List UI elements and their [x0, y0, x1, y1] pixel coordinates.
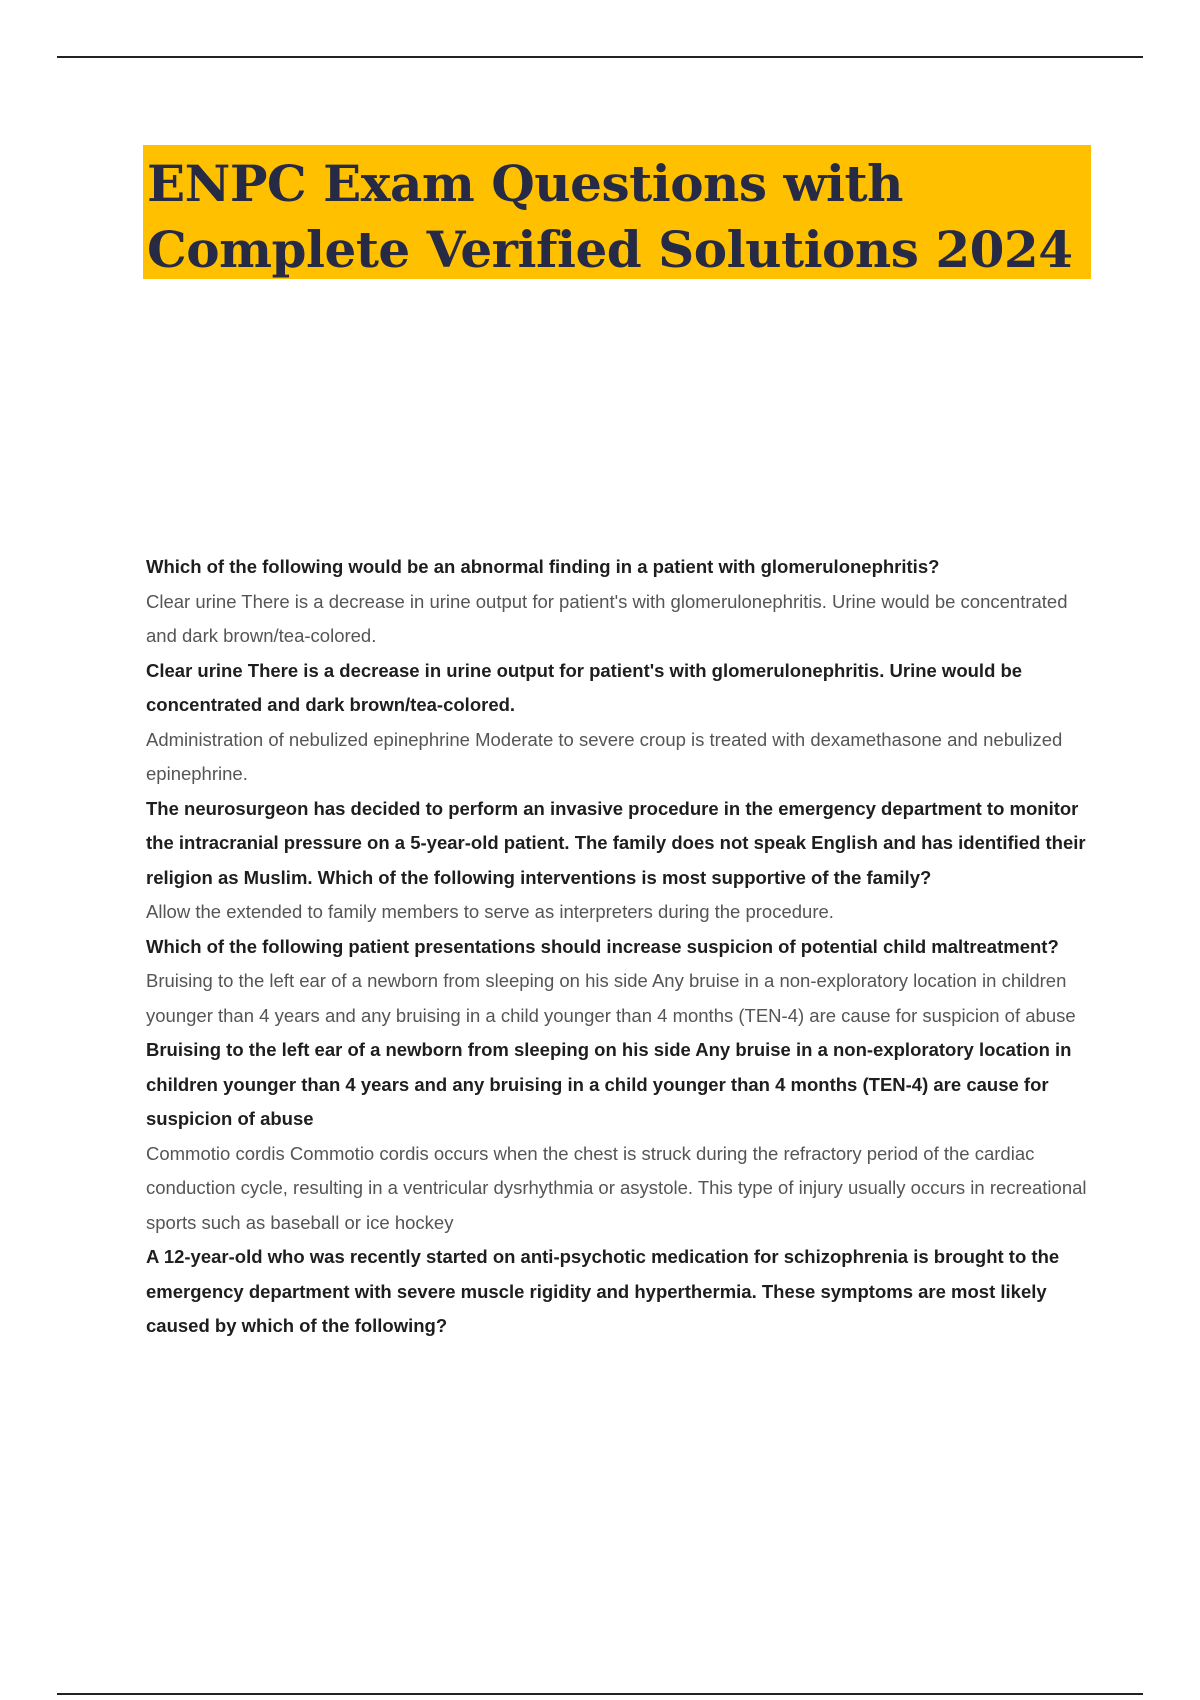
document-title: ENPC Exam Questions with Complete Verified Solutions 2024 — [147, 154, 1073, 279]
answer-text: Allow the extended to family members to serve as interpreters during the procedure. — [146, 901, 834, 922]
answer-text: Bruising to the left ear of a newborn from sleeping on his side Any bruise in a non-exploratory location in children younger than 4 years and any bruising in a child younger than 4 months (TEN-4) are cause for suspicion of abuse — [146, 970, 1076, 1026]
answer-text: Clear urine There is a decrease in urine output for patient's with glomerulonephritis. Urine would be concentrated and dark brown/tea-colored. — [146, 590, 1068, 646]
title-banner — [143, 145, 1091, 279]
question-text: Bruising to the left ear of a newborn from sleeping on his side Any bruise in a non-exploratory location in children younger than 4 years and any bruising in a child younger than 4 months (TEN-4) are cause for suspicion of abuse — [146, 1039, 1072, 1129]
question-text: The neurosurgeon has decided to perform an invasive procedure in the emergency department to monitor the intracranial pressure on a 5-year-old patient. The family does not speak English and has identified their religion as Muslim. Which of the following interventions is most supportive of the family? — [146, 797, 1086, 888]
question-text: Which of the following would be an abnormal finding in a patient with glomerulonephritis? — [146, 556, 940, 577]
question-text: A 12-year-old who was recently started on anti-psychotic medication for schizophrenia is brought to the emergency department with severe muscle rigidity and hyperthermia. These symptoms are most likely caused by which of the following? — [146, 1246, 1060, 1336]
answer-text: Administration of nebulized epinephrine Moderate to severe croup is treated with dexamethasone and nebulized epinephrine. — [146, 728, 1063, 784]
bottom-rule — [57, 1693, 1143, 1695]
answer-text: Commotio cordis Commotio cordis occurs when the chest is struck during the refractory period of the cardiac conduction cycle, resulting in a ventricular dysrhythmia or asystole. This type of injury usually occurs in recreational sports such as baseball or ice hockey — [146, 1142, 1087, 1233]
qa-list — [146, 550, 1090, 1344]
question-text: Which of the following patient presentations should increase suspicion of potential child maltreatment? — [146, 935, 1059, 957]
top-rule — [57, 56, 1143, 58]
question-text: Clear urine There is a decrease in urine output for patient's with glomerulonephritis. Urine would be concentrated and dark brown/tea-colored. — [146, 659, 1023, 715]
